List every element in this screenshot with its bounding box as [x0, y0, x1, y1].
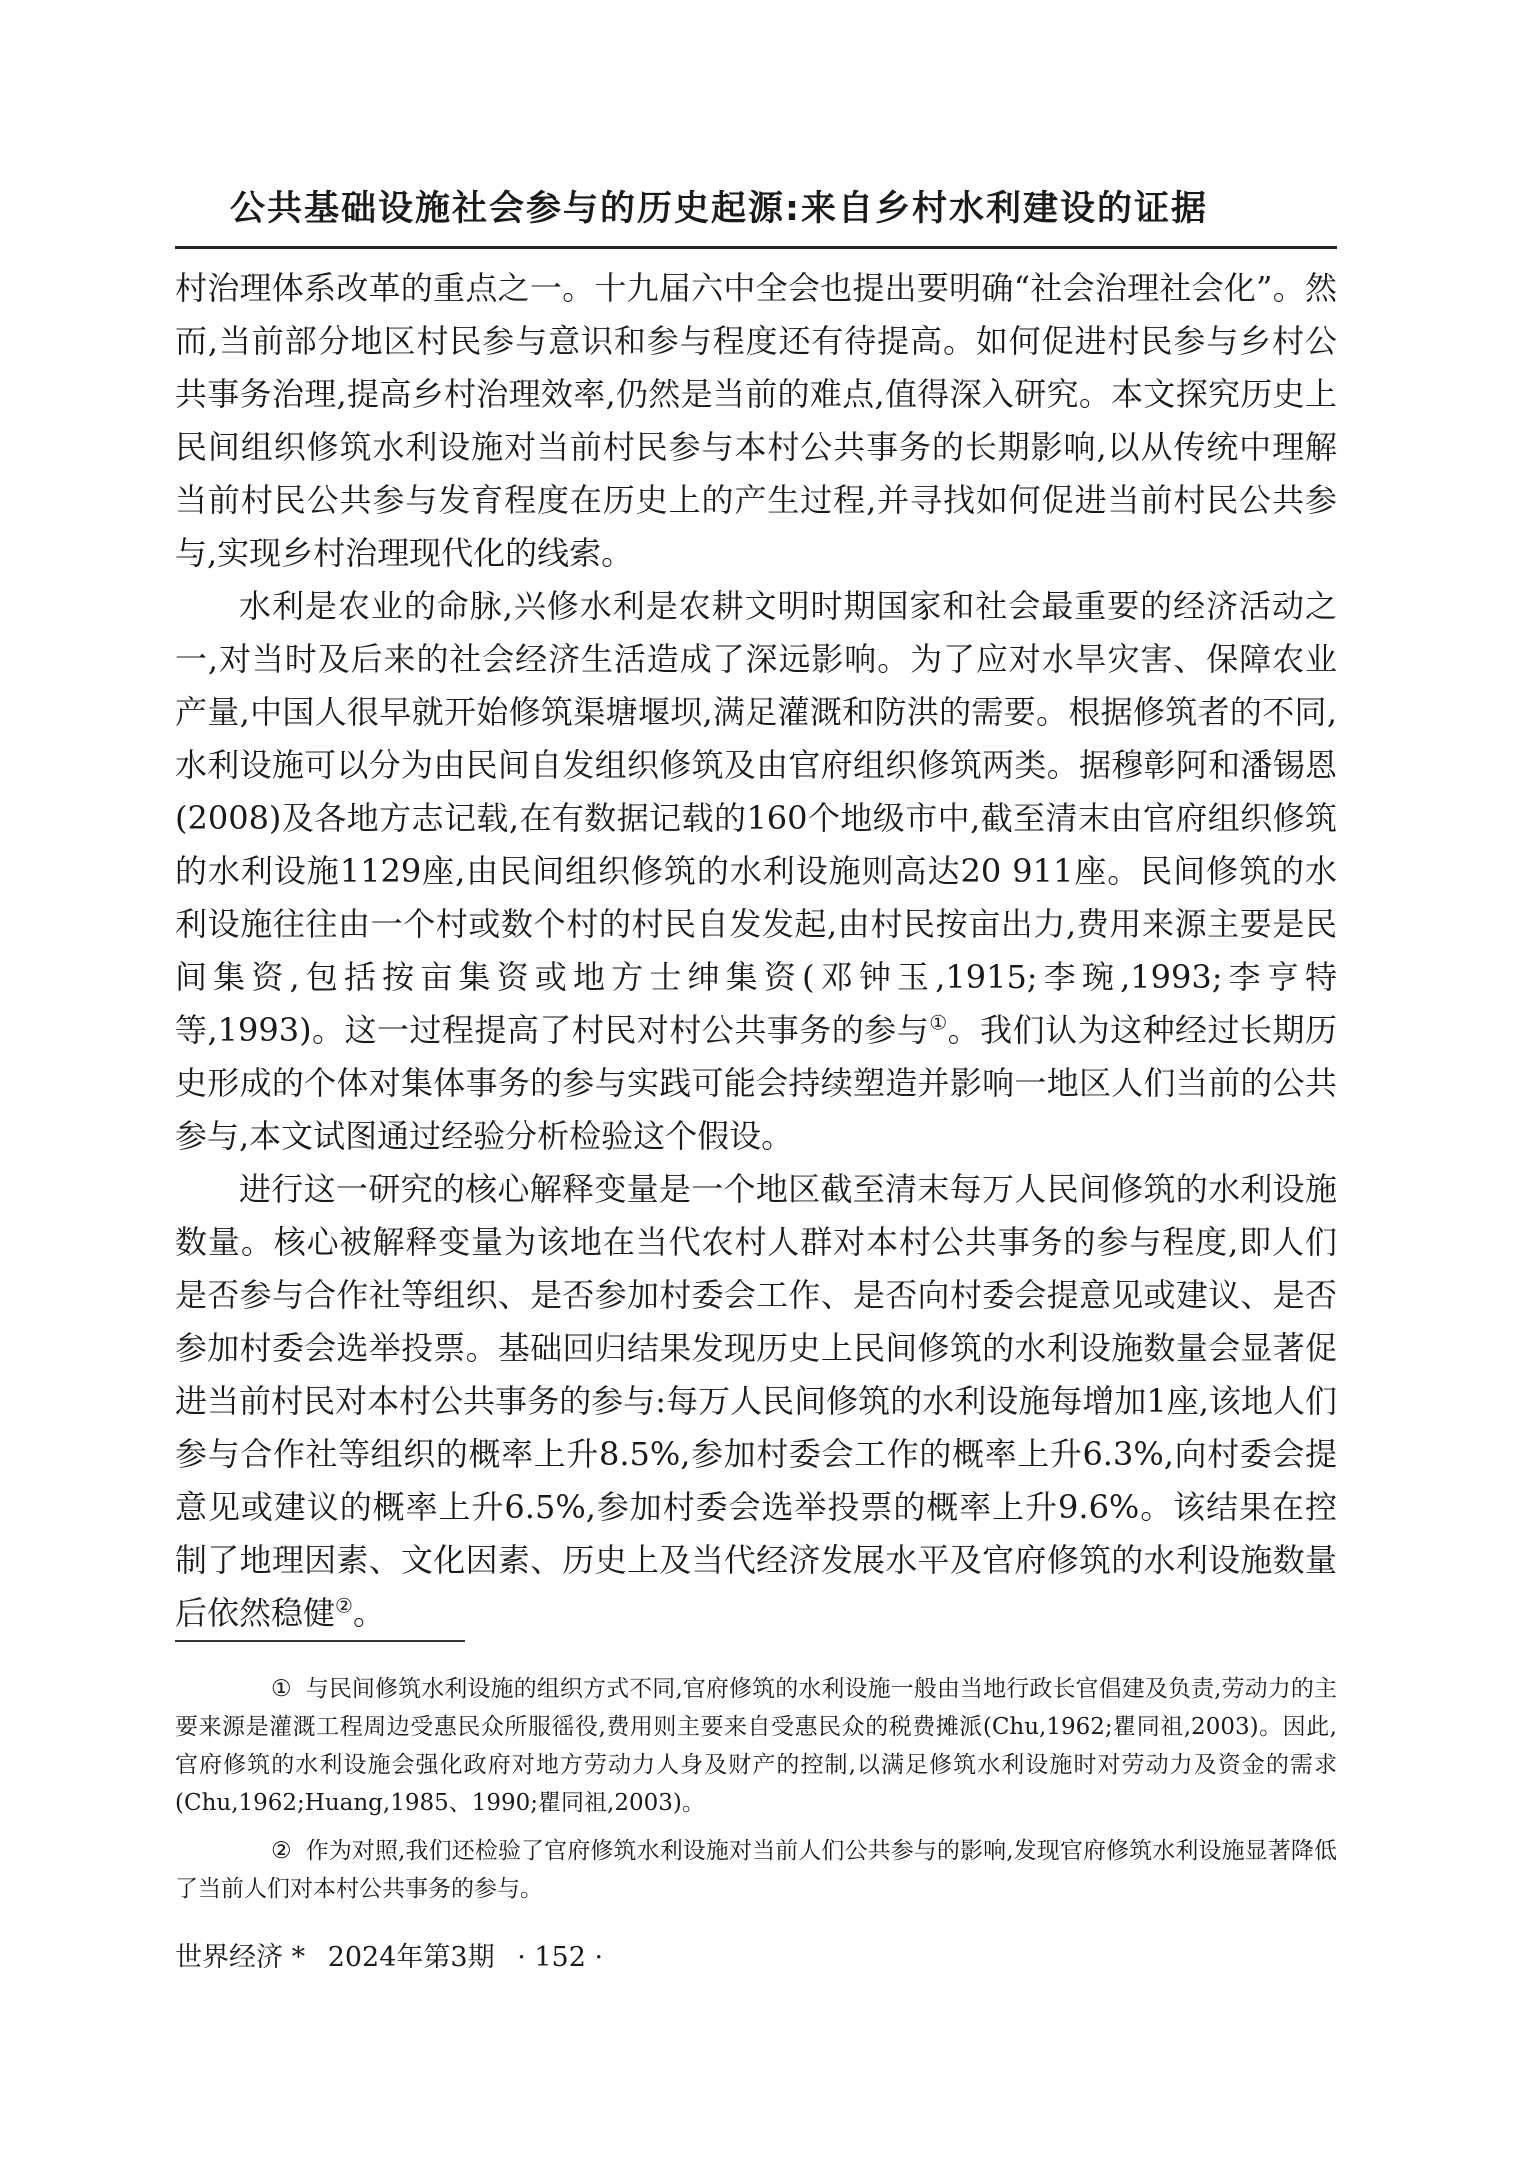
page-footer	[175, 1940, 617, 1976]
running-header: 公共基础设施社会参与的历史起源:来自乡村水利建设的证据	[230, 189, 1208, 229]
header-rule	[175, 246, 1337, 249]
paragraph-3	[175, 1163, 1337, 1640]
paragraph-2-text-b: 。我们认为这种经过长期历史形成的个体对集体事务的参与实践可能会持续塑造并影响一地区人们当前的公共参与,本文试图通过经验分析检验这个假设。	[175, 1011, 1337, 1155]
issue-label: 2024年第3期	[327, 1942, 495, 1973]
footnotes	[175, 1670, 1337, 1918]
footnote-ref-2[interactable]: ②	[335, 1593, 353, 1618]
footnote-2-number: ②	[271, 1838, 292, 1864]
footnote-2	[175, 1832, 1337, 1908]
body-text	[175, 262, 1337, 1640]
footnote-1	[175, 1670, 1337, 1822]
footnote-rule	[175, 1640, 465, 1642]
paragraph-3-text-b: 。	[352, 1594, 385, 1632]
paragraph-3-text-a: 进行这一研究的核心解释变量是一个地区截至清末每万人民间修筑的水利设施数量。核心被解释变量为该地在当代农村人群对本村公共事务的参与程度,即人们是否参与合作社等组织、是否参加村委会工作、是否向村委会提意见或建议、是否参加村委会选举投票。基础回归结果发现历史上民间修筑的水利设施数量会显著促进当前村民对本村公共事务的参与:每万人民间修筑的水利设施每增加1座,该地人们参与合作社等组织的概率上升8.5%,参加村委会工作的概率上升6.3%,向村委会提意见或建议的概率上升6.5%,参加村委会选举投票的概率上升9.6%。该结果在控制了地理因素、文化因素、历史上及当代经济发展水平及官府修筑的水利设施数量后依然稳健	[175, 1170, 1337, 1632]
paragraph-1: 村治理体系改革的重点之一。十九届六中全会也提出要明确“社会治理社会化”。然而,当前部分地区村民参与意识和参与程度还有待提高。如何促进村民参与乡村公共事务治理,提高乡村治理效率,仍然是当前的难点,值得深入研究。本文探究历史上民间组织修筑水利设施对当前村民参与本村公共事务的长期影响,以从传统中理解当前村民公共参与发育程度在历史上的产生过程,并寻找如何促进当前村民公共参与,实现乡村治理现代化的线索。	[175, 269, 1337, 572]
footnote-2-text: 作为对照,我们还检验了官府修筑水利设施对当前人们公共参与的影响,发现官府修筑水利设施显著降低了当前人们对本村公共事务的参与。	[175, 1838, 1337, 1902]
footnote-1-number: ①	[271, 1676, 292, 1702]
page-number: · 152 ·	[517, 1942, 604, 1973]
journal-name: 世界经济 *	[175, 1942, 306, 1973]
paragraph-2-text-a: 水利是农业的命脉,兴修水利是农耕文明时期国家和社会最重要的经济活动之一,对当时及后来的社会经济生活造成了深远影响。为了应对水旱灾害、保障农业产量,中国人很早就开始修筑渠塘堰坝,满足灌溉和防洪的需要。根据修筑者的不同,水利设施可以分为由民间自发组织修筑及由官府组织修筑两类。据穆彰阿和潘锡恩(2008)及各地方志记载,在有数据记载的160个地级市中,截至清末由官府组织修筑的水利设施1129座,由民间组织修筑的水利设施则高达20 911座。民间修筑的水利设施往往由一个村或数个村的村民自发发起,由村民按亩出力,费用来源主要是民间集资,包括按亩集资或地方士绅集资(邓钟玉,1915;李琬,1993;李亨特等,1993)。这一过程提高了村民对村公共事务的参与	[175, 587, 1337, 1049]
footnote-1-text: 与民间修筑水利设施的组织方式不同,官府修筑的水利设施一般由当地行政长官倡建及负责,劳动力的主要来源是灌溉工程周边受惠民众所服徭役,费用则主要来自受惠民众的税费摊派(Chu,1962;瞿同祖,2003)。因此,官府修筑的水利设施会强化政府对地方劳动力人身及财产的控制,以满足修筑水利设施时对劳动力及资金的需求(Chu,1962;Huang,1985、1990;瞿同祖,2003)。	[175, 1676, 1337, 1816]
footnote-ref-1[interactable]: ①	[929, 1010, 948, 1035]
paragraph-2	[175, 580, 1337, 1163]
